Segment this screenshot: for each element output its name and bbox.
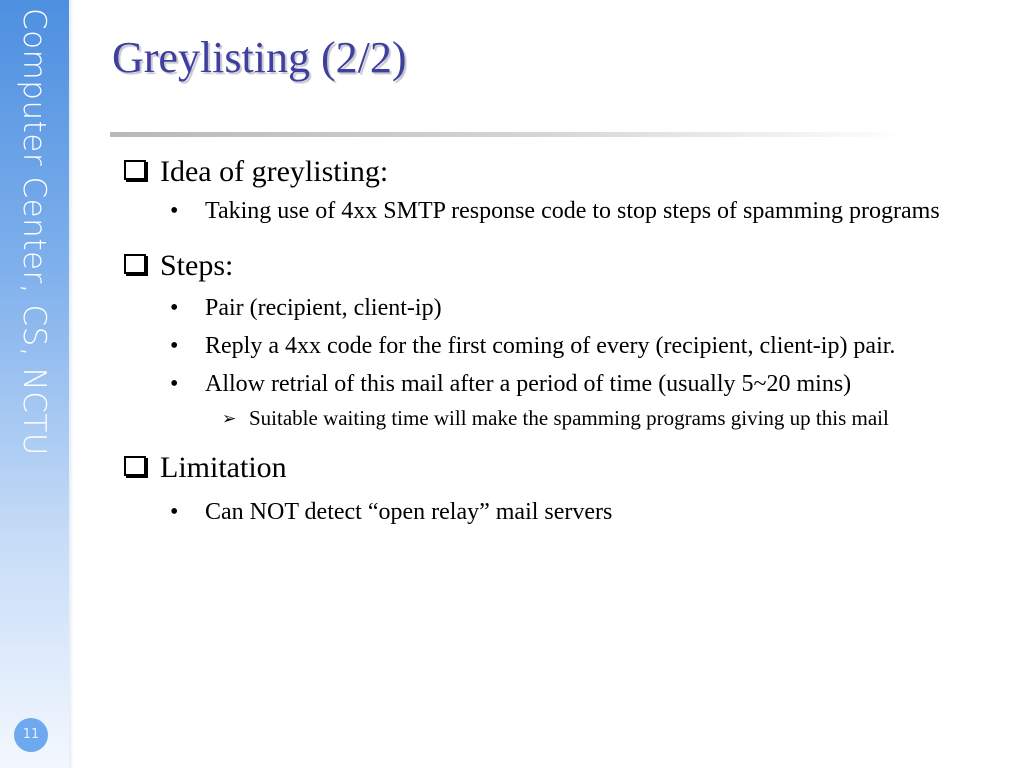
sidebar-shadow bbox=[69, 0, 74, 768]
checkbox-square-icon bbox=[124, 254, 146, 274]
slide-title: Greylisting (2/2) bbox=[112, 33, 407, 82]
section-heading-steps bbox=[122, 246, 1002, 286]
bullet-item bbox=[122, 196, 1002, 227]
slide-content bbox=[122, 152, 1002, 528]
section-heading-idea bbox=[122, 152, 1002, 192]
bullet-dot-icon: • bbox=[170, 198, 179, 224]
bullet-dot-icon: • bbox=[170, 295, 179, 321]
sub-bullet-text: Suitable waiting time will make the spamming programs giving up this mail bbox=[249, 406, 889, 430]
bullet-dot-icon: • bbox=[170, 499, 179, 525]
bullet-dot-icon: • bbox=[170, 371, 179, 397]
section-heading-limitation bbox=[122, 448, 1002, 488]
sidebar-title: Computer Center, CS, NCTU bbox=[16, 8, 52, 456]
bullet-item bbox=[122, 369, 1002, 400]
bullet-dot-icon: • bbox=[170, 333, 179, 359]
sub-bullet-item bbox=[122, 404, 1002, 432]
checkbox-square-icon bbox=[124, 456, 146, 476]
section-heading-label: Limitation bbox=[160, 451, 287, 484]
bullet-item bbox=[122, 497, 1002, 528]
bullet-item bbox=[122, 331, 1002, 362]
bullet-text: Reply a 4xx code for the first coming of every (recipient, client-ip) pair. bbox=[205, 333, 896, 359]
title-divider bbox=[110, 132, 910, 137]
page-number-badge: 11 bbox=[14, 718, 48, 752]
bullet-text: Allow retrial of this mail after a period of time (usually 5~20 mins) bbox=[205, 371, 852, 397]
bullet-text: Can NOT detect “open relay” mail servers bbox=[205, 499, 613, 525]
bullet-text: Pair (recipient, client-ip) bbox=[205, 295, 442, 321]
section-heading-label: Steps: bbox=[160, 249, 234, 282]
sidebar bbox=[0, 0, 69, 768]
bullet-text: Taking use of 4xx SMTP response code to stop steps of spamming programs bbox=[205, 198, 940, 224]
checkbox-square-icon bbox=[124, 160, 146, 180]
arrowhead-icon: ➢ bbox=[222, 409, 237, 429]
bullet-item bbox=[122, 293, 1002, 324]
section-heading-label: Idea of greylisting: bbox=[160, 155, 389, 188]
